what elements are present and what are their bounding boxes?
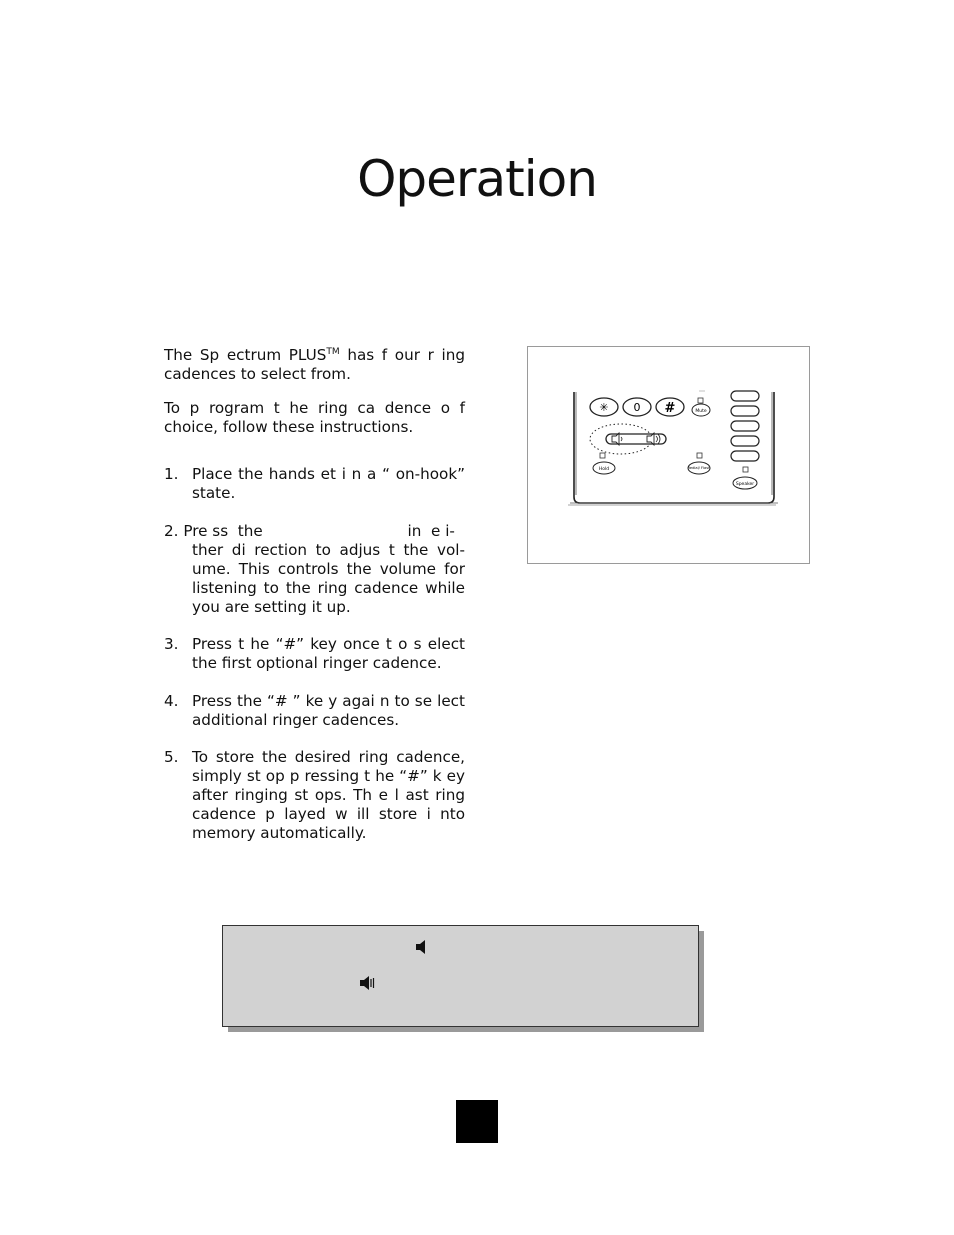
intro-text-2: To p rogram t he ring ca dence o f choice, follow these instructions. [164, 399, 465, 436]
step-3 [164, 635, 465, 673]
hash-key-label: # [664, 401, 676, 416]
step-5 [164, 748, 465, 843]
hold-label: Hold [598, 467, 610, 472]
step-text: Press the “# ” ke y agai n to se lect additional ringer cadences. [192, 692, 465, 729]
intro-text-post: has f our r ing cadences to select from. [164, 346, 465, 384]
phone-keypad-figure [527, 346, 810, 564]
speaker-high-icon [359, 976, 375, 990]
star-key-label: ✳ [599, 401, 609, 414]
intro-paragraph-2 [164, 399, 465, 437]
step-number: 2. [164, 522, 179, 540]
trademark-mark: TM [326, 347, 340, 357]
step-number: 4. [164, 692, 179, 710]
redial-flash-label: Redial/ Flash [687, 466, 711, 470]
step-text: ther di rection to adjus t the vol- ume. This controls the volume for listening to the ring cadence while you are setting it up. [192, 541, 465, 616]
note-box [222, 925, 699, 1027]
intro-text-pre: The Sp ectrum PLUS [164, 346, 327, 365]
step-number: 5. [164, 748, 179, 766]
page-number-marker [456, 1100, 498, 1143]
step-1 [164, 465, 465, 503]
step-number: 1. [164, 465, 179, 483]
mute-label: Mute [695, 409, 707, 414]
intro-paragraph-1 [164, 343, 465, 384]
step-number: 3. [164, 635, 179, 653]
step-text: To store the desired ring cadence, simply st op p ressing t he “#” k ey after ringing st ops. Th e l ast ring cadence p layed w ill store i nto memory automatically. [192, 748, 465, 842]
page-title: Operation [357, 150, 597, 208]
step-4 [164, 692, 465, 730]
step-text: Press t he “#” key once t o s elect the first optional ringer cadence. [192, 635, 465, 672]
speaker-label: Speaker [735, 482, 755, 487]
zero-key-label: 0 [633, 401, 641, 414]
step-text: Place the hands et i n a “ on-hook” state. [192, 465, 465, 502]
step-2 [164, 522, 465, 617]
phone-keypad-illustration [528, 347, 809, 563]
step-text-first-line: Pre ss the in e i- [183, 522, 455, 540]
volume-rocker [606, 434, 666, 444]
speaker-low-icon [415, 940, 429, 954]
